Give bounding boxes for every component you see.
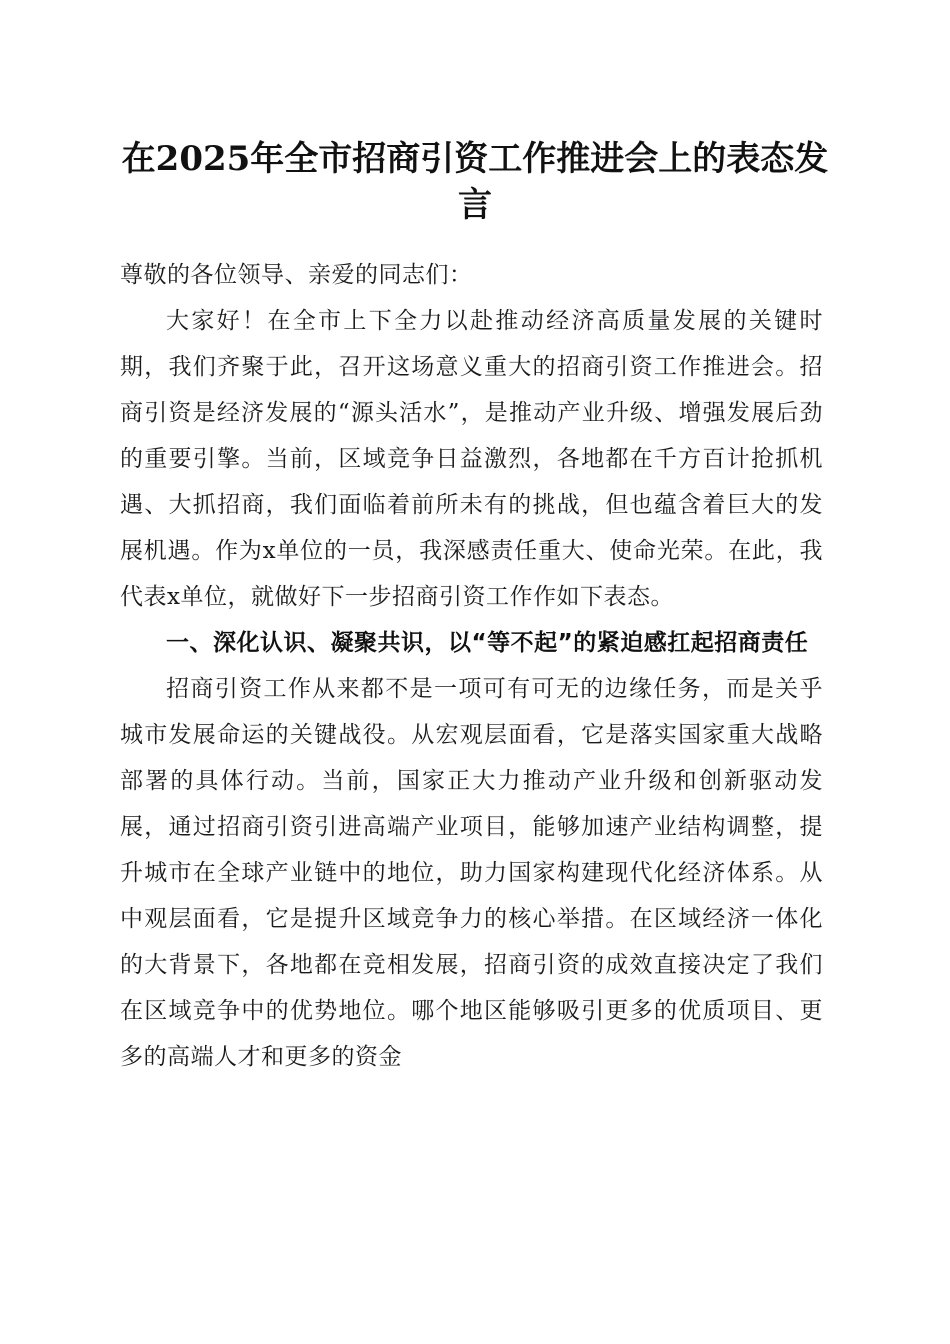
document-body: [120, 252, 823, 1080]
section-paragraph: 招商引资工作从来都不是一项可有可无的边缘任务，而是关乎城市发展命运的关键战役。从宏观层面看，它是落实国家重大战略部署的具体行动。当前，国家正大力推动产业升级和创新驱动发展，通过招商引资引进高端产业项目，能够加速产业结构调整，提升城市在全球产业链中的地位，助力国家构建现代化经济体系。从中观层面看，它是提升区域竞争力的核心举措。在区域经济一体化的大背景下，各地都在竞相发展，招商引资的成效直接决定了我们在区域竞争中的优势地位。哪个地区能够吸引更多的优质项目、更多的高端人才和更多的资金: [120, 676, 823, 1070]
salutation: 尊敬的各位领导、亲爱的同志们：: [120, 262, 473, 288]
section-heading: 一、深化认识、凝聚共识，以“等不起”的紧迫感扛起招商责任: [166, 630, 809, 656]
document-title: 在2025年全市招商引资工作推进会上的表态发言: [121, 139, 829, 225]
intro-paragraph: 大家好！在全市上下全力以赴推动经济高质量发展的关键时期，我们齐聚于此，召开这场意义重大的招商引资工作推进会。招商引资是经济发展的“源头活水”，是推动产业升级、增强发展后劲的重要引擎。当前，区域竞争日益激烈，各地都在千方百计抢抓机遇、大抓招商，我们面临着前所未有的挑战，但也蕴含着巨大的发展机遇。作为x单位的一员，我深感责任重大、使命光荣。在此，我代表x单位，就做好下一步招商引资工作作如下表态。: [120, 308, 823, 610]
